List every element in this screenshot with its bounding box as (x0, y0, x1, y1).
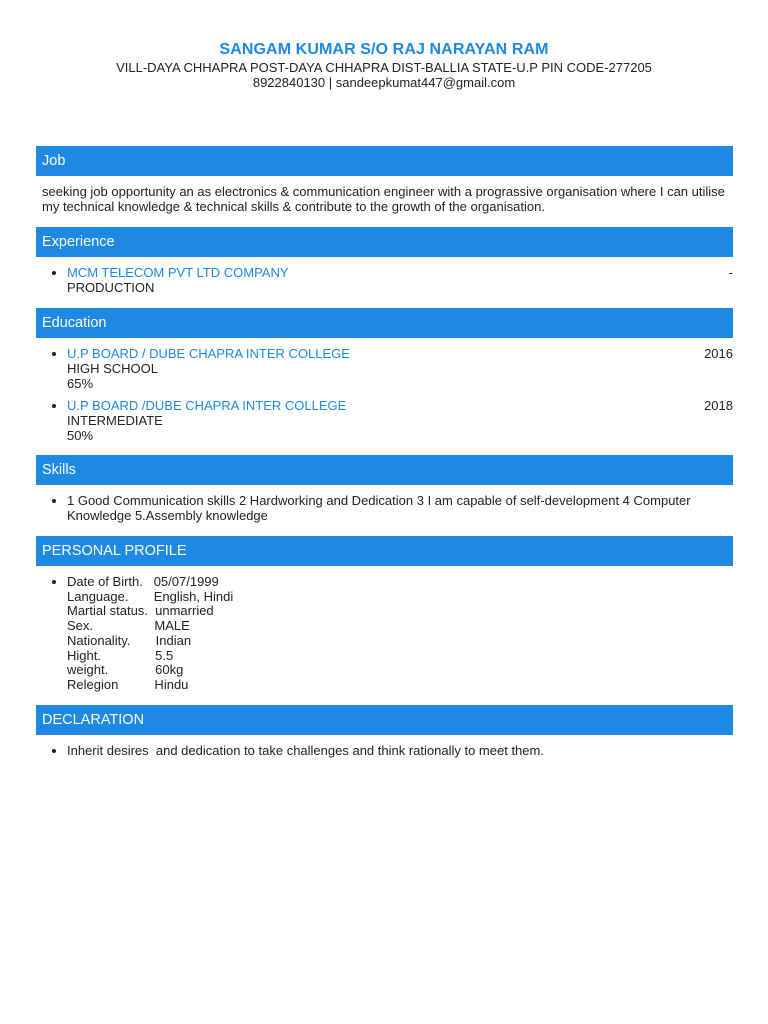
experience-list (42, 265, 733, 295)
skills-section (36, 455, 733, 530)
education-list (42, 346, 733, 443)
job-section-title: Job (36, 146, 733, 176)
experience-company: • MCM TELECOM PVT LTD COMPANY (67, 265, 289, 280)
job-objective-text: seeking job opportunity an as electronics & communication engineer with a prograssive organisation where I can utilise my technical knowledge & technical skills & contribute to the growth of the organisation. (42, 184, 725, 214)
declaration-section-body (36, 735, 733, 758)
candidate-name: SANGAM KUMAR S/O RAJ NARAYAN RAM (219, 41, 549, 58)
experience-date: - (728, 265, 733, 280)
personal-profile-list (42, 574, 733, 693)
personal-profile-item (67, 574, 733, 693)
skills-section-body (36, 485, 733, 523)
skills-list (42, 493, 733, 523)
personal-profile-section-title: PERSONAL PROFILE (36, 536, 733, 566)
education-item (67, 346, 733, 391)
education-section-title: Education (36, 308, 733, 338)
personal-profile-row: Hight. 5.5 (67, 647, 174, 663)
declaration-section (36, 705, 733, 765)
personal-profile-section (36, 536, 733, 700)
resume-header (36, 40, 732, 90)
education-year: 2016 (704, 346, 733, 361)
education-level: HIGH SCHOOL (67, 361, 159, 376)
education-item (67, 398, 733, 443)
declaration-section-title: DECLARATION (36, 705, 733, 735)
candidate-address: VILL-DAYA CHHAPRA POST-DAYA CHHAPRA DIST-BALLIA STATE-U.P PIN CODE-277205 (116, 60, 652, 75)
job-section-body (36, 176, 733, 214)
education-item-header (67, 398, 733, 413)
personal-profile-section-body (36, 566, 733, 693)
personal-profile-row: Sex. MALE (67, 618, 190, 634)
education-item-header (67, 346, 733, 361)
education-level: INTERMEDIATE (67, 413, 163, 428)
personal-profile-row: Martial status. unmarried (67, 603, 214, 619)
personal-profile-row: Relegion Hindu (67, 676, 189, 692)
experience-item-header (67, 265, 733, 280)
skills-item: • 1 Good Communication skills 2 Hardworking and Dedication 3 I am capable of self-development 4 Computer Knowledge 5.Assembly knowledge (67, 493, 733, 523)
education-year: 2018 (704, 398, 733, 413)
education-score: 65% (67, 376, 94, 391)
education-section (36, 308, 733, 450)
education-score: 50% (67, 428, 94, 443)
experience-section (36, 227, 733, 302)
personal-profile-row: weight. 60kg (67, 662, 184, 678)
education-section-body (36, 338, 733, 443)
skills-section-title: Skills (36, 455, 733, 485)
declaration-list (42, 743, 733, 758)
personal-profile-row: Nationality. Indian (67, 632, 192, 648)
personal-profile-row: • Date of Birth. 05/07/1999 (67, 574, 219, 589)
experience-section-body (36, 257, 733, 295)
personal-profile-row: Language. English, Hindi (67, 588, 234, 604)
experience-item (67, 265, 733, 295)
declaration-item: • Inherit desires and dedication to take challenges and think rationally to meet them. (67, 743, 733, 758)
education-school: • U.P BOARD / DUBE CHAPRA INTER COLLEGE (67, 346, 350, 361)
education-school: • U.P BOARD /DUBE CHAPRA INTER COLLEGE (67, 398, 347, 413)
experience-section-title: Experience (36, 227, 733, 257)
candidate-contact: 8922840130 | sandeepkumat447@gmail.com (252, 75, 516, 90)
experience-role: PRODUCTION (67, 280, 155, 295)
job-section (36, 146, 733, 214)
